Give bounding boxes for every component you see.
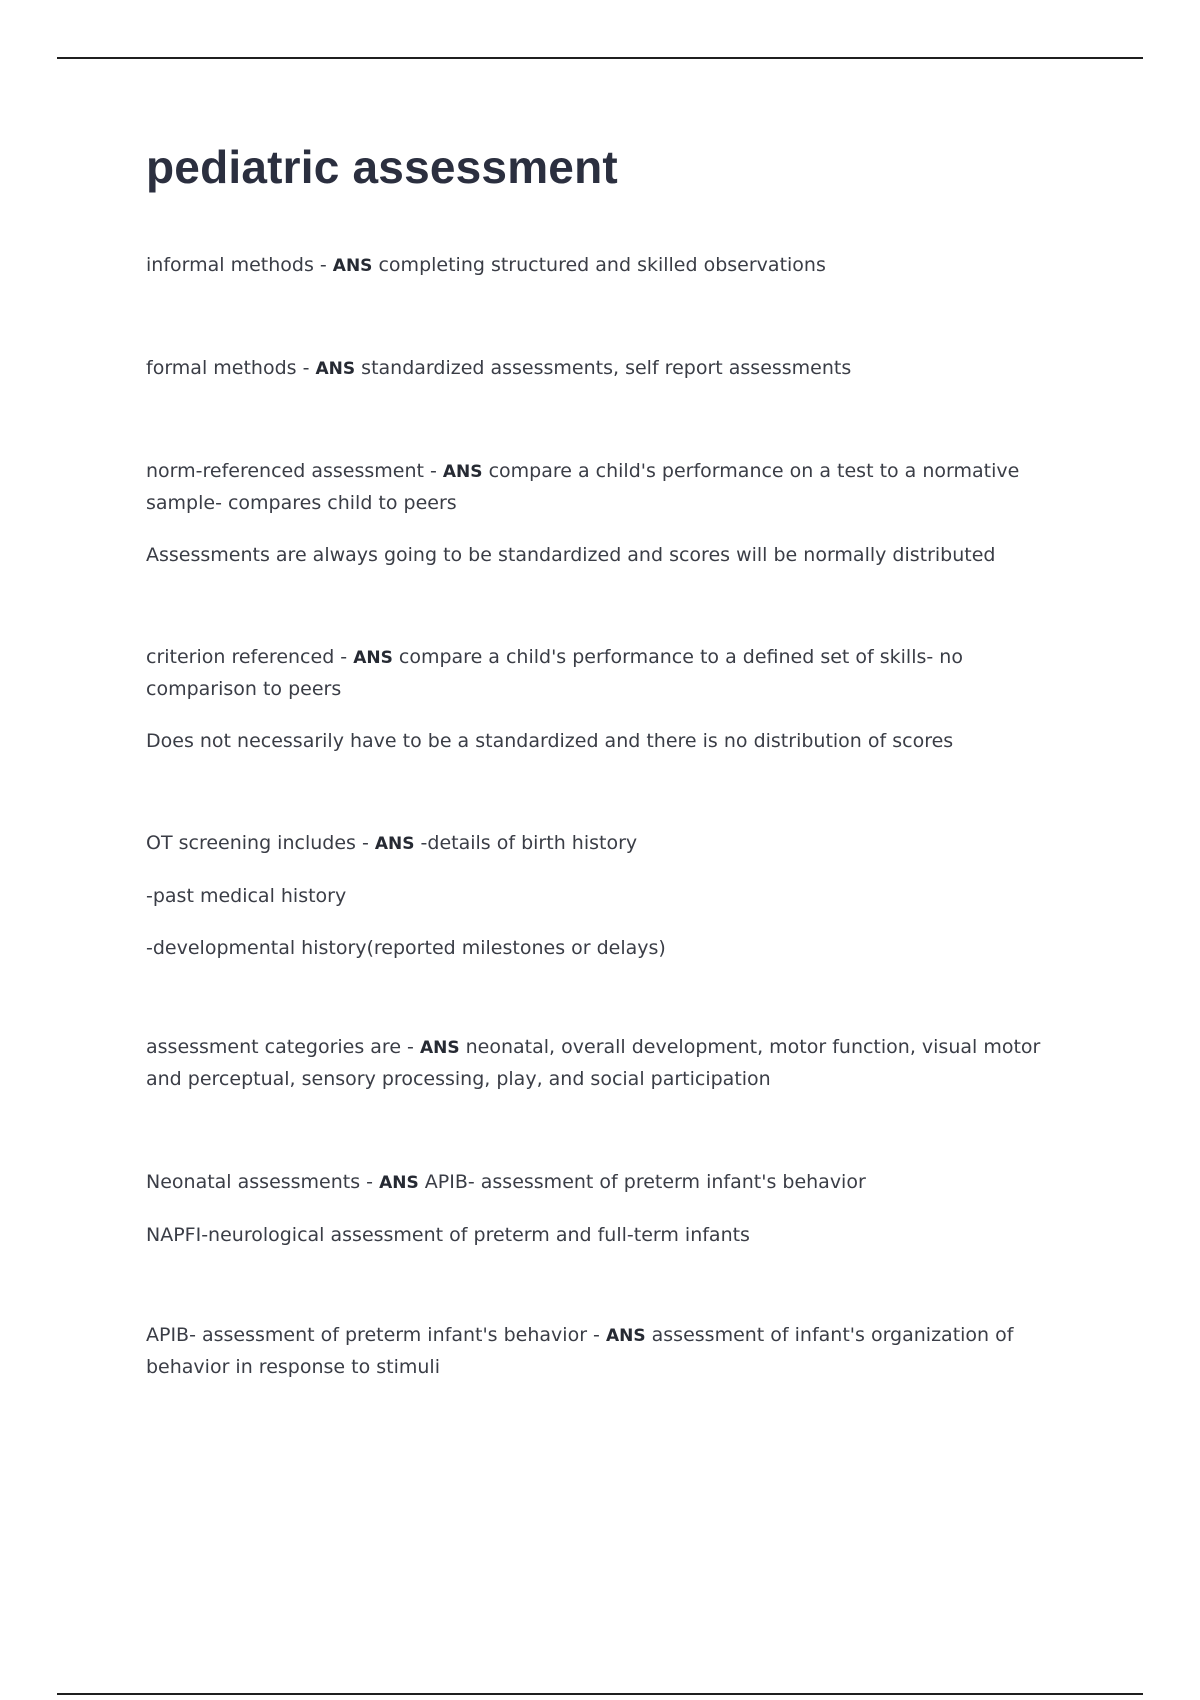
entry-answer: neonatal, overall development, motor function, visual motor and perceptual, sensory processing, play, and social participation bbox=[146, 1036, 1041, 1090]
page-title: pediatric assessment bbox=[146, 141, 618, 193]
entry-term: Neonatal assessments bbox=[146, 1171, 361, 1193]
ans-label: ANS bbox=[315, 359, 356, 379]
ans-label: ANS bbox=[353, 648, 393, 668]
entry-main-line bbox=[146, 828, 1076, 860]
entry-term: criterion referenced bbox=[146, 646, 335, 668]
ans-label: ANS bbox=[605, 1326, 646, 1346]
entry-extra-line: -developmental history(reported milestones or delays) bbox=[146, 937, 666, 959]
flashcard-entry bbox=[146, 1167, 1076, 1251]
entry-separator: - bbox=[334, 646, 354, 668]
flashcard-entry bbox=[146, 642, 1076, 757]
entry-term: informal methods bbox=[146, 254, 314, 276]
entry-separator: - bbox=[313, 254, 333, 276]
entry-answer: compare a child's performance on a test to a normative sample- compares child to peers bbox=[146, 460, 1020, 514]
entry-main-line bbox=[146, 1320, 1076, 1383]
entry-term: norm-referenced assessment bbox=[146, 460, 424, 482]
entry-separator: - bbox=[360, 1171, 380, 1193]
bottom-divider bbox=[57, 1693, 1143, 1695]
entry-main-line bbox=[146, 1167, 1076, 1199]
flashcard-entry bbox=[146, 828, 1076, 964]
ans-label: ANS bbox=[374, 834, 415, 854]
entry-answer: assessment of infant's organization of behavior in response to stimuli bbox=[146, 1324, 1014, 1378]
entry-separator: - bbox=[296, 357, 316, 379]
entry-term: APIB- assessment of preterm infant's behavior bbox=[146, 1324, 588, 1346]
entry-extra-line: Does not necessarily have to be a standardized and there is no distribution of scores bbox=[146, 730, 954, 752]
ans-label: ANS bbox=[379, 1173, 419, 1193]
entry-extra-line: -past medical history bbox=[146, 885, 347, 907]
ans-label: ANS bbox=[419, 1038, 460, 1058]
entry-separator: - bbox=[423, 460, 443, 482]
entry-term: assessment categories are bbox=[146, 1036, 402, 1058]
entry-separator: - bbox=[401, 1036, 420, 1058]
entry-term: OT screening includes bbox=[146, 832, 356, 854]
flashcard-entry bbox=[146, 1320, 1076, 1383]
entry-term: formal methods bbox=[146, 357, 297, 379]
entry-answer: APIB- assessment of preterm infant's behavior bbox=[424, 1171, 866, 1193]
entry-separator: - bbox=[587, 1324, 606, 1346]
entry-main-line bbox=[146, 1032, 1076, 1095]
flashcard-entry bbox=[146, 456, 1076, 571]
entry-answer: compare a child's performance to a defined set of skills- no comparison to peers bbox=[146, 646, 963, 700]
ans-label: ANS bbox=[442, 462, 483, 482]
flashcard-entry bbox=[146, 353, 1076, 385]
entry-answer: standardized assessments, self report assessments bbox=[361, 357, 852, 379]
flashcard-entry bbox=[146, 1032, 1076, 1095]
ans-label: ANS bbox=[332, 256, 373, 276]
entry-main-line bbox=[146, 456, 1076, 519]
entry-answer: completing structured and skilled observations bbox=[378, 254, 826, 276]
entry-main-line bbox=[146, 642, 1076, 705]
entry-main-line bbox=[146, 353, 1076, 385]
top-divider bbox=[57, 57, 1143, 59]
entry-extra-line: NAPFI-neurological assessment of preterm and full-term infants bbox=[146, 1224, 750, 1246]
entry-main-line bbox=[146, 250, 1076, 282]
flashcard-entry bbox=[146, 250, 1076, 282]
entry-extra-line: Assessments are always going to be standardized and scores will be normally distributed bbox=[146, 544, 996, 566]
entry-separator: - bbox=[355, 832, 375, 854]
entry-answer: -details of birth history bbox=[420, 832, 638, 854]
